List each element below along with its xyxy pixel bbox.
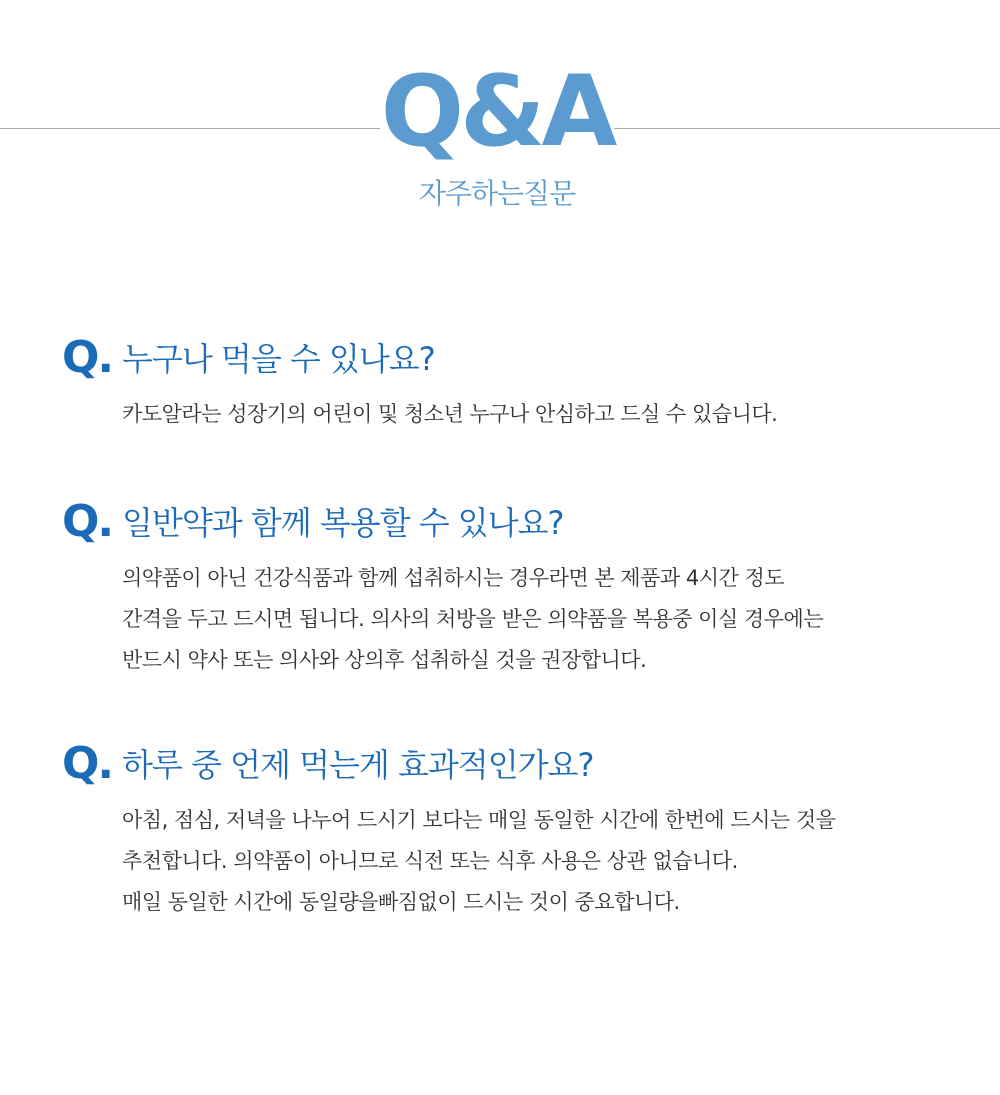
faq-answer-line: 매일 동일한 시간에 동일량을빠짐없이 드시는 것이 중요합니다. — [122, 890, 680, 914]
faq-answer — [122, 558, 922, 681]
faq-question: 일반약과 함께 복용할 수 있나요? — [122, 504, 564, 542]
header-divider-left — [0, 128, 380, 129]
faq-question: 누구나 먹을 수 있나요? — [122, 340, 435, 378]
faq-answer-line: 아침, 점심, 저녁을 나누어 드시기 보다는 매일 동일한 시간에 한번에 드시는 것을 — [122, 808, 836, 832]
question-mark-label: Q. — [62, 496, 113, 547]
faq-answer-line: 카도알라는 성장기의 어린이 및 청소년 누구나 안심하고 드실 수 있습니다. — [122, 402, 778, 426]
faq-answer-line: 반드시 약사 또는 의사와 상의후 섭취하실 것을 권장합니다. — [122, 648, 647, 672]
page-title: Q&A — [380, 55, 614, 169]
faq-question: 하루 중 언제 먹는게 효과적인가요? — [122, 746, 594, 784]
page-subtitle: 자주하는질문 — [418, 177, 576, 210]
faq-answer-line: 간격을 두고 드시면 됩니다. 의사의 처방을 받은 의약품을 복용중 이실 경우에는 — [122, 607, 824, 631]
question-mark-label: Q. — [62, 332, 113, 383]
faq-answer-line: 의약품이 아닌 건강식품과 함께 섭취하시는 경우라면 본 제품과 4시간 정도 — [122, 566, 785, 590]
page-header — [0, 0, 1000, 260]
faq-answer-line: 추천합니다. 의약품이 아니므로 식전 또는 식후 사용은 상관 없습니다. — [122, 849, 738, 873]
faq-answer — [122, 800, 922, 923]
faq-answer — [122, 394, 922, 435]
header-divider-right — [614, 128, 1000, 129]
question-mark-label: Q. — [62, 738, 113, 789]
